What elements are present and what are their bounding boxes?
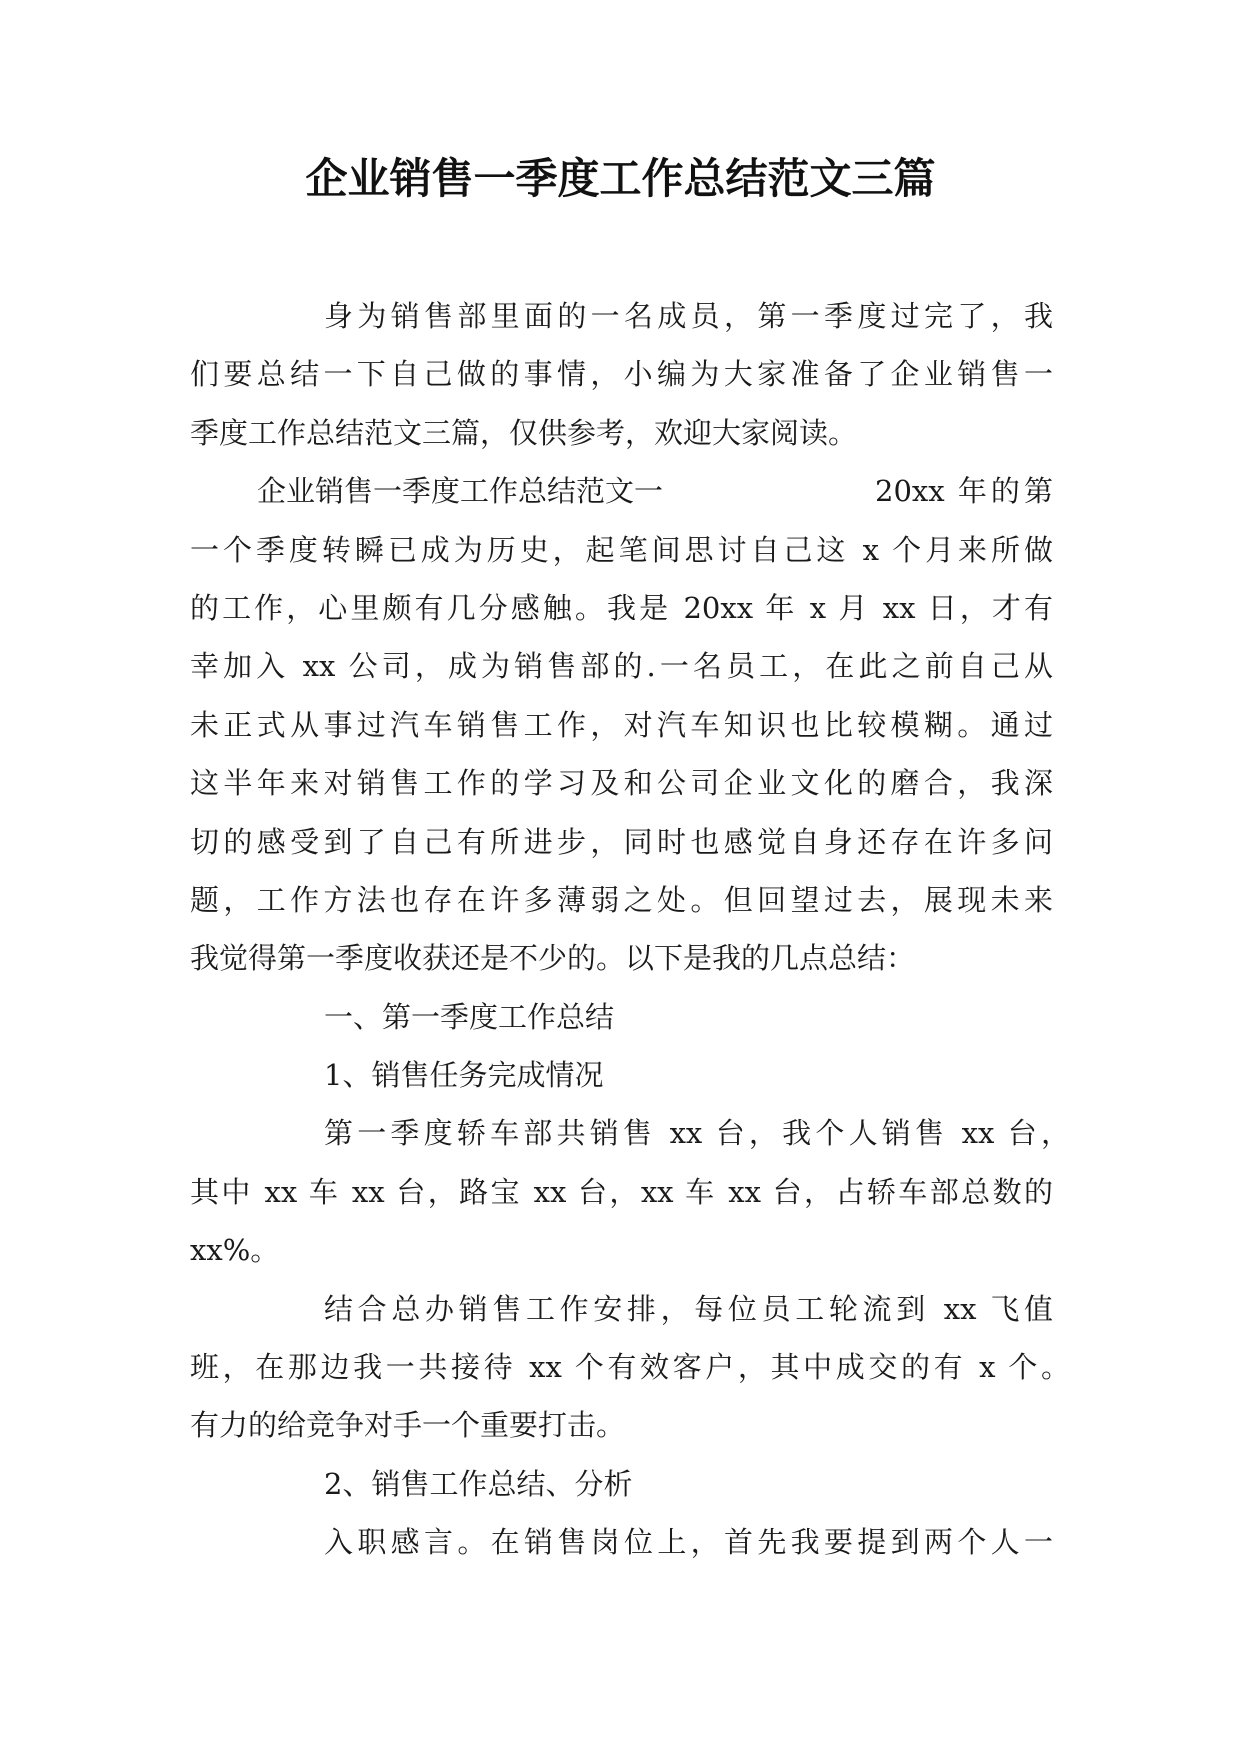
text-line: 季度工作总结范文三篇，仅供参考，欢迎大家阅读。 <box>190 415 858 450</box>
text-line: 切的感受到了自己有所进步，同时也感觉自身还存在许多问 <box>190 824 1053 859</box>
text-line: 第一季度轿车部共销售 xx 台，我个人销售 xx 台， <box>324 1116 1070 1151</box>
text-line: 20xx 年的第 <box>875 474 1053 509</box>
subsection-2-heading: 2、销售工作总结、分析 <box>324 1466 633 1501</box>
entry-paragraph <box>190 1513 1053 1571</box>
sales-paragraph <box>190 1104 1070 1279</box>
article-1-first-line <box>190 462 1053 520</box>
document-body <box>190 287 1070 1572</box>
intro-paragraph <box>190 287 1053 462</box>
duty-paragraph <box>190 1280 1070 1455</box>
text-line: 结合总办销售工作安排，每位员工轮流到 xx 飞值 <box>324 1291 1053 1326</box>
subsection-1-heading: 1、销售任务完成情况 <box>324 1058 604 1093</box>
text-line: xx%。 <box>190 1233 280 1268</box>
text-line: 我觉得第一季度收获还是不少的。以下是我的几点总结： <box>190 941 916 976</box>
section-1-heading: 一、第一季度工作总结 <box>324 999 615 1034</box>
text-line: 们要总结一下自己做的事情，小编为大家准备了企业销售一 <box>190 357 1053 392</box>
text-line: 入职感言。在销售岗位上，首先我要提到两个人一 <box>324 1525 1053 1560</box>
text-line: 其中 xx 车 xx 台，路宝 xx 台，xx 车 xx 台，占轿车部总数的 <box>190 1174 1053 1209</box>
text-line: 身为销售部里面的一名成员，第一季度过完了，我 <box>324 299 1053 333</box>
document-title: 企业销售一季度工作总结范文三篇 <box>305 154 936 203</box>
text-line: 班，在那边我一共接待 xx 个有效客户，其中成交的有 x 个。 <box>190 1350 1070 1385</box>
text-line: 题，工作方法也存在许多薄弱之处。但回望过去，展现未来 <box>190 882 1053 917</box>
text-line: 这半年来对销售工作的学习及和公司企业文化的磨合，我深 <box>190 766 1053 801</box>
text-line: 一个季度转瞬已成为历史，起笔间思讨自己这 x 个月来所做 <box>190 532 1053 567</box>
text-line: 的工作，心里颇有几分感触。我是 20xx 年 x 月 xx 日，才有 <box>190 590 1053 625</box>
article-1-paragraph <box>190 462 1053 988</box>
text-line: 未正式从事过汽车销售工作，对汽车知识也比较模糊。通过 <box>190 707 1053 742</box>
text-line: 幸加入 xx 公司，成为销售部的.一名员工，在此之前自己从 <box>190 649 1053 684</box>
article-1-heading: 企业销售一季度工作总结范文一 <box>257 474 664 509</box>
text-line: 有力的给竞争对手一个重要打击。 <box>190 1408 626 1443</box>
